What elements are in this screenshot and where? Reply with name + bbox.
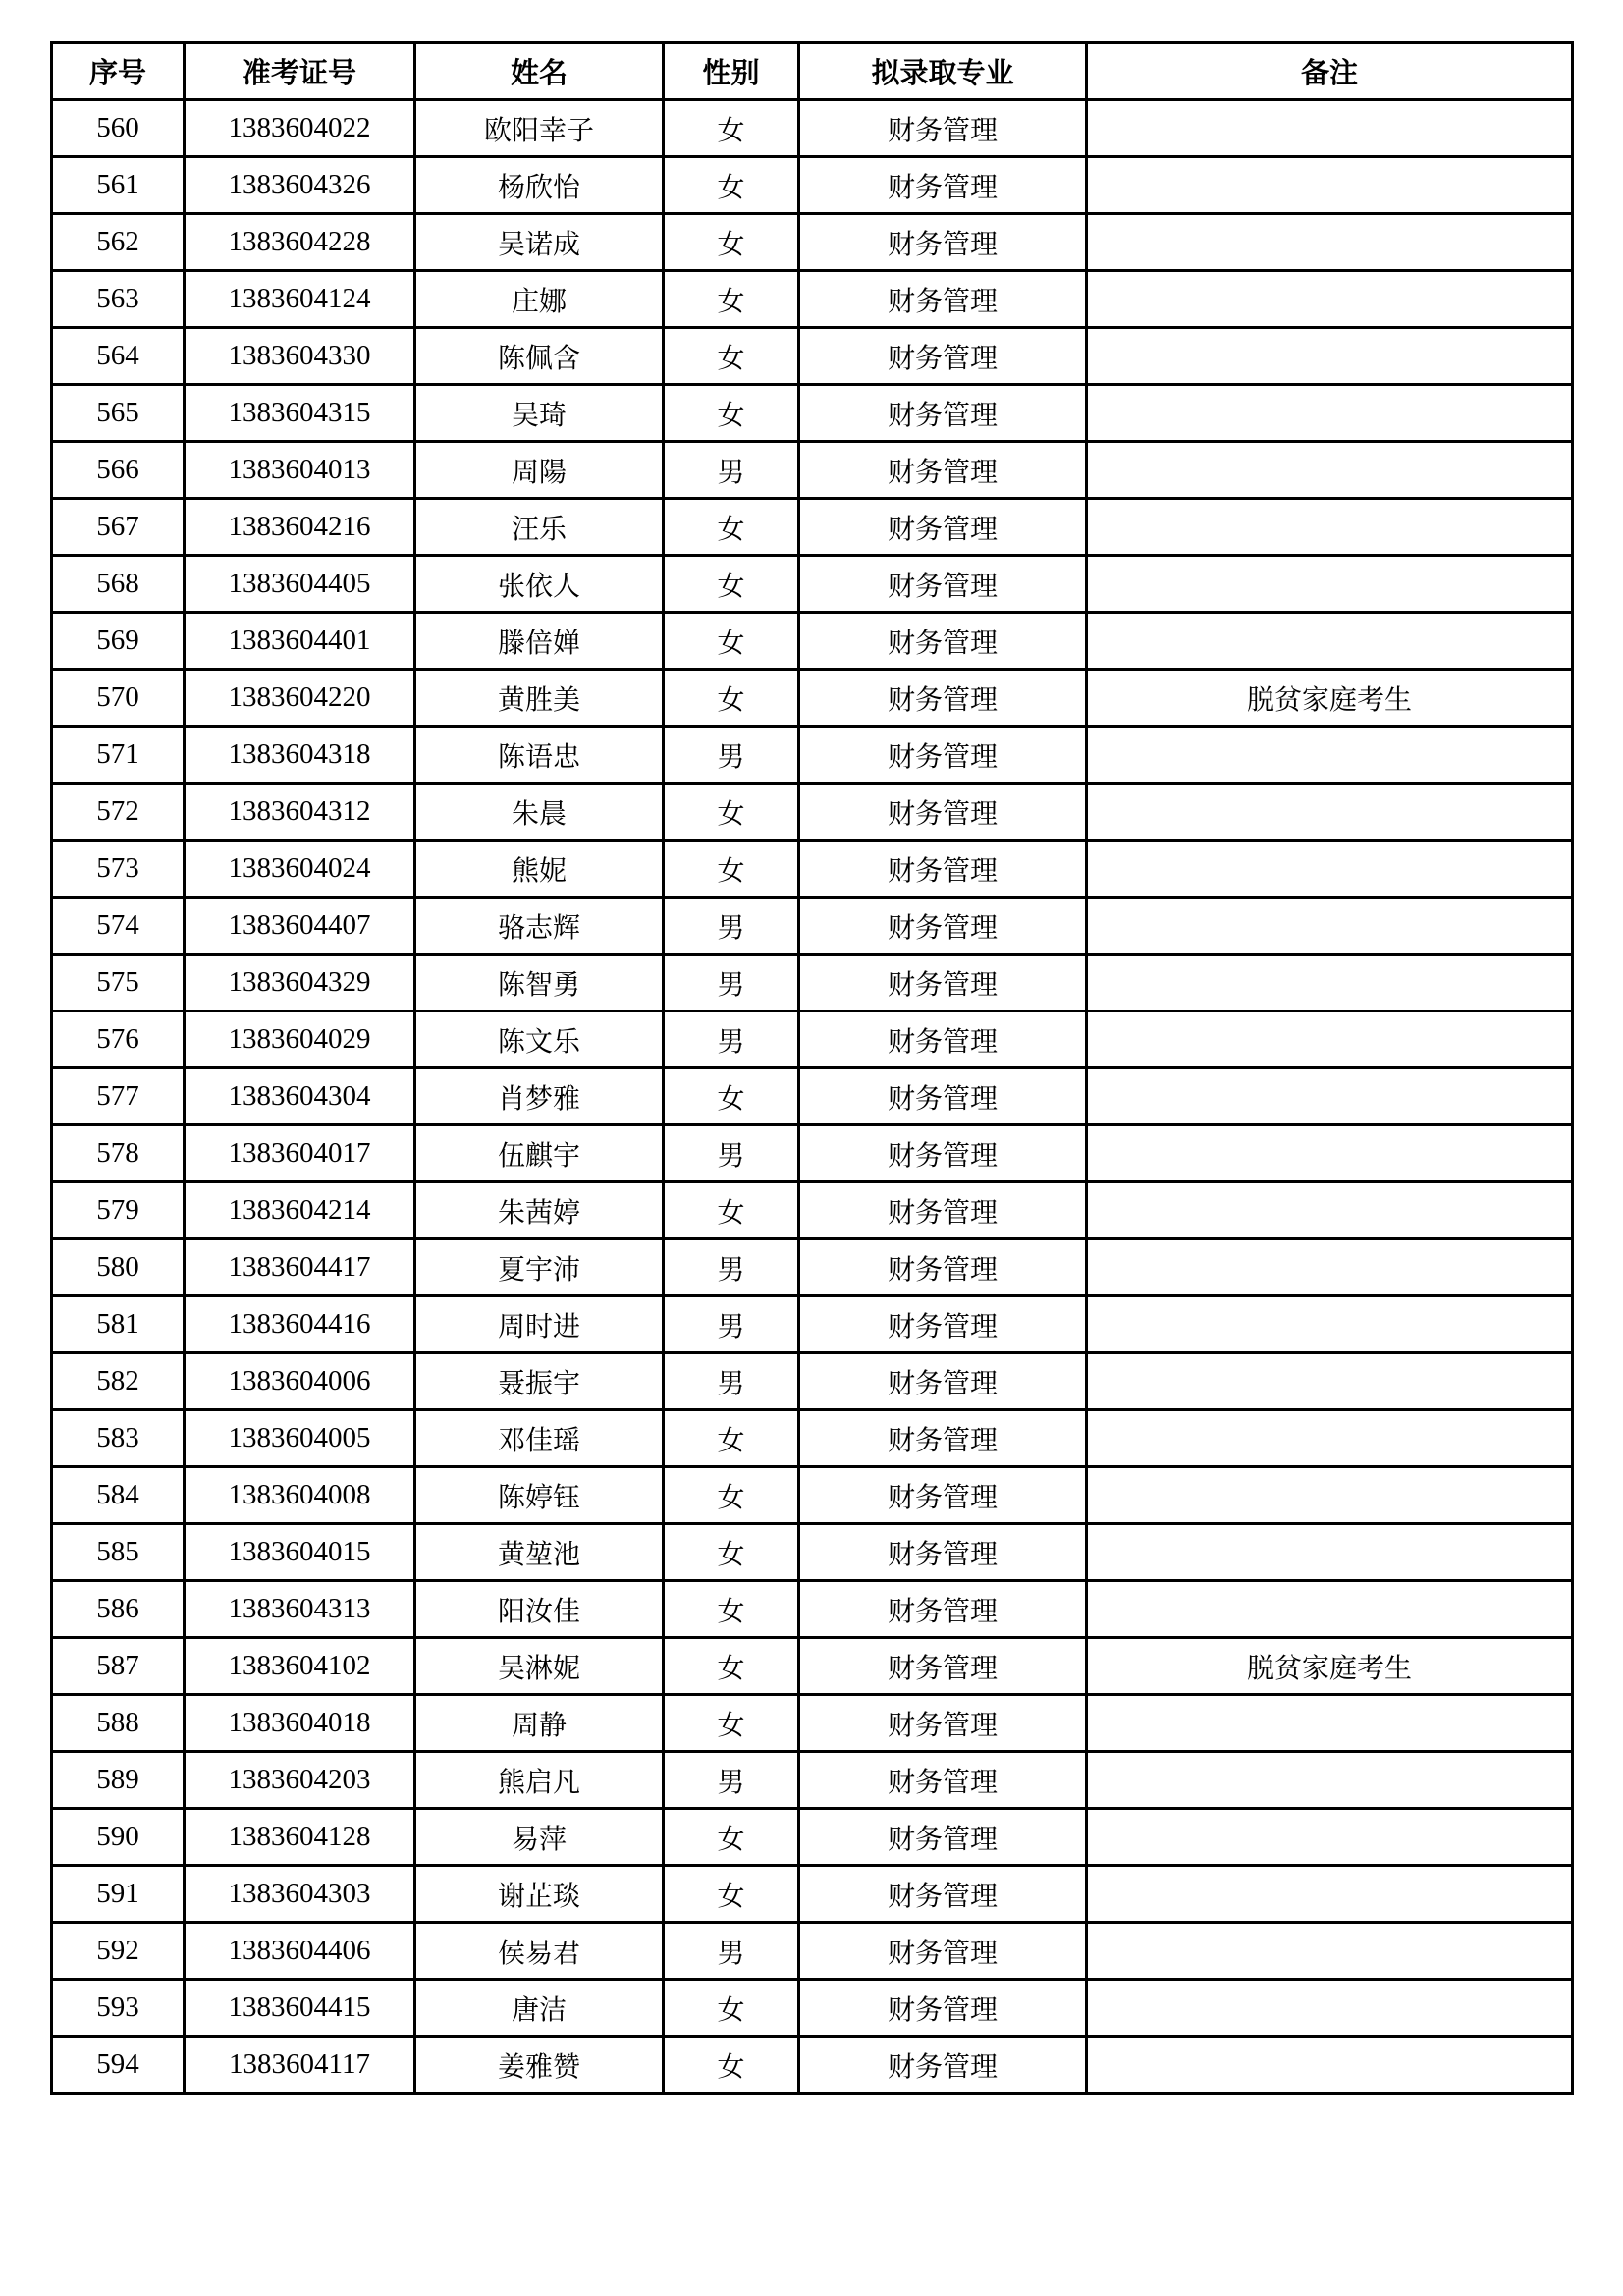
- cell-name: 聂振宇: [415, 1353, 664, 1410]
- cell-major: 财务管理: [799, 1011, 1087, 1068]
- cell-note: [1087, 442, 1573, 499]
- table-row: [52, 955, 1573, 1011]
- cell-name: 杨欣怡: [415, 157, 664, 214]
- cell-seq: 578: [52, 1125, 185, 1182]
- cell-exam-id: 1383604015: [185, 1524, 415, 1581]
- table-row: [52, 100, 1573, 157]
- cell-note: [1087, 1524, 1573, 1581]
- cell-exam-id: 1383604405: [185, 556, 415, 613]
- cell-exam-id: 1383604024: [185, 841, 415, 898]
- cell-note: [1087, 556, 1573, 613]
- table-row: [52, 1752, 1573, 1809]
- cell-gender: 女: [664, 1866, 799, 1923]
- cell-gender: 男: [664, 442, 799, 499]
- cell-gender: 女: [664, 1809, 799, 1866]
- table-row: [52, 328, 1573, 385]
- cell-gender: 女: [664, 214, 799, 271]
- cell-seq: 572: [52, 784, 185, 841]
- cell-seq: 581: [52, 1296, 185, 1353]
- cell-exam-id: 1383604312: [185, 784, 415, 841]
- cell-name: 周静: [415, 1695, 664, 1752]
- cell-major: 财务管理: [799, 1125, 1087, 1182]
- cell-note: [1087, 841, 1573, 898]
- cell-gender: 女: [664, 157, 799, 214]
- cell-exam-id: 1383604220: [185, 670, 415, 727]
- cell-major: 财务管理: [799, 442, 1087, 499]
- cell-gender: 女: [664, 841, 799, 898]
- cell-major: 财务管理: [799, 1524, 1087, 1581]
- cell-gender: 男: [664, 1125, 799, 1182]
- cell-seq: 590: [52, 1809, 185, 1866]
- cell-name: 汪乐: [415, 499, 664, 556]
- cell-name: 周时进: [415, 1296, 664, 1353]
- cell-exam-id: 1383604029: [185, 1011, 415, 1068]
- cell-note: [1087, 1695, 1573, 1752]
- cell-gender: 男: [664, 1011, 799, 1068]
- cell-exam-id: 1383604401: [185, 613, 415, 670]
- cell-note: [1087, 1182, 1573, 1239]
- cell-name: 陈智勇: [415, 955, 664, 1011]
- cell-gender: 女: [664, 1182, 799, 1239]
- cell-name: 吴琦: [415, 385, 664, 442]
- cell-major: 财务管理: [799, 1638, 1087, 1695]
- cell-seq: 592: [52, 1923, 185, 1980]
- cell-exam-id: 1383604329: [185, 955, 415, 1011]
- cell-major: 财务管理: [799, 2037, 1087, 2094]
- cell-exam-id: 1383604102: [185, 1638, 415, 1695]
- cell-exam-id: 1383604406: [185, 1923, 415, 1980]
- cell-exam-id: 1383604326: [185, 157, 415, 214]
- cell-gender: 女: [664, 670, 799, 727]
- cell-gender: 女: [664, 1581, 799, 1638]
- cell-exam-id: 1383604203: [185, 1752, 415, 1809]
- cell-major: 财务管理: [799, 841, 1087, 898]
- cell-note: [1087, 100, 1573, 157]
- cell-gender: 男: [664, 955, 799, 1011]
- header-note: 备注: [1087, 43, 1573, 100]
- cell-note: [1087, 1752, 1573, 1809]
- table-row: [52, 898, 1573, 955]
- cell-note: [1087, 898, 1573, 955]
- cell-major: 财务管理: [799, 328, 1087, 385]
- cell-major: 财务管理: [799, 1809, 1087, 1866]
- cell-gender: 女: [664, 1524, 799, 1581]
- cell-gender: 女: [664, 1980, 799, 2037]
- cell-note: [1087, 955, 1573, 1011]
- cell-note: 脱贫家庭考生: [1087, 670, 1573, 727]
- cell-name: 陈语忠: [415, 727, 664, 784]
- cell-gender: 女: [664, 556, 799, 613]
- cell-gender: 女: [664, 2037, 799, 2094]
- cell-note: [1087, 1923, 1573, 1980]
- cell-seq: 562: [52, 214, 185, 271]
- header-gender: 性别: [664, 43, 799, 100]
- cell-exam-id: 1383604214: [185, 1182, 415, 1239]
- cell-name: 吴淋妮: [415, 1638, 664, 1695]
- cell-note: [1087, 1068, 1573, 1125]
- cell-name: 黄胜美: [415, 670, 664, 727]
- cell-seq: 587: [52, 1638, 185, 1695]
- cell-name: 周陽: [415, 442, 664, 499]
- cell-major: 财务管理: [799, 1296, 1087, 1353]
- cell-name: 滕倍婵: [415, 613, 664, 670]
- cell-exam-id: 1383604006: [185, 1353, 415, 1410]
- cell-major: 财务管理: [799, 1695, 1087, 1752]
- table-body: [52, 100, 1573, 2094]
- table-row: [52, 499, 1573, 556]
- cell-gender: 女: [664, 499, 799, 556]
- cell-seq: 567: [52, 499, 185, 556]
- cell-major: 财务管理: [799, 670, 1087, 727]
- cell-exam-id: 1383604315: [185, 385, 415, 442]
- cell-note: [1087, 1239, 1573, 1296]
- cell-name: 易萍: [415, 1809, 664, 1866]
- cell-note: [1087, 214, 1573, 271]
- cell-major: 财务管理: [799, 1866, 1087, 1923]
- table-row: [52, 1581, 1573, 1638]
- cell-major: 财务管理: [799, 1068, 1087, 1125]
- cell-note: [1087, 1410, 1573, 1467]
- cell-exam-id: 1383604216: [185, 499, 415, 556]
- cell-major: 财务管理: [799, 1239, 1087, 1296]
- table-row: [52, 1239, 1573, 1296]
- header-name: 姓名: [415, 43, 664, 100]
- cell-gender: 女: [664, 1467, 799, 1524]
- cell-exam-id: 1383604330: [185, 328, 415, 385]
- cell-note: [1087, 784, 1573, 841]
- cell-seq: 569: [52, 613, 185, 670]
- table-row: [52, 1524, 1573, 1581]
- cell-seq: 586: [52, 1581, 185, 1638]
- table-row: [52, 157, 1573, 214]
- cell-note: [1087, 727, 1573, 784]
- cell-exam-id: 1383604318: [185, 727, 415, 784]
- cell-name: 陈佩含: [415, 328, 664, 385]
- cell-name: 吴诺成: [415, 214, 664, 271]
- cell-seq: 565: [52, 385, 185, 442]
- table-row: [52, 556, 1573, 613]
- cell-gender: 男: [664, 898, 799, 955]
- cell-note: [1087, 328, 1573, 385]
- cell-name: 熊启凡: [415, 1752, 664, 1809]
- table-row: [52, 1809, 1573, 1866]
- cell-note: [1087, 1011, 1573, 1068]
- cell-gender: 女: [664, 1410, 799, 1467]
- cell-note: [1087, 2037, 1573, 2094]
- table-row: [52, 1182, 1573, 1239]
- cell-name: 庄娜: [415, 271, 664, 328]
- cell-major: 财务管理: [799, 100, 1087, 157]
- cell-name: 肖梦雅: [415, 1068, 664, 1125]
- cell-seq: 575: [52, 955, 185, 1011]
- cell-note: [1087, 1125, 1573, 1182]
- cell-name: 阳汝佳: [415, 1581, 664, 1638]
- cell-major: 财务管理: [799, 1581, 1087, 1638]
- cell-exam-id: 1383604407: [185, 898, 415, 955]
- header-row: [52, 43, 1573, 100]
- cell-note: [1087, 1353, 1573, 1410]
- cell-gender: 女: [664, 271, 799, 328]
- cell-seq: 574: [52, 898, 185, 955]
- cell-name: 侯易君: [415, 1923, 664, 1980]
- cell-major: 财务管理: [799, 955, 1087, 1011]
- cell-gender: 男: [664, 1239, 799, 1296]
- cell-major: 财务管理: [799, 556, 1087, 613]
- cell-gender: 女: [664, 1638, 799, 1695]
- cell-seq: 568: [52, 556, 185, 613]
- cell-seq: 576: [52, 1011, 185, 1068]
- cell-exam-id: 1383604018: [185, 1695, 415, 1752]
- table-row: [52, 1410, 1573, 1467]
- cell-gender: 男: [664, 1923, 799, 1980]
- cell-seq: 580: [52, 1239, 185, 1296]
- cell-note: [1087, 1866, 1573, 1923]
- header-exam-id: 准考证号: [185, 43, 415, 100]
- cell-exam-id: 1383604022: [185, 100, 415, 157]
- cell-major: 财务管理: [799, 613, 1087, 670]
- cell-gender: 女: [664, 613, 799, 670]
- cell-seq: 582: [52, 1353, 185, 1410]
- cell-major: 财务管理: [799, 214, 1087, 271]
- cell-seq: 591: [52, 1866, 185, 1923]
- cell-seq: 560: [52, 100, 185, 157]
- cell-name: 陈婷钰: [415, 1467, 664, 1524]
- cell-exam-id: 1383604228: [185, 214, 415, 271]
- cell-name: 朱茜婷: [415, 1182, 664, 1239]
- cell-seq: 585: [52, 1524, 185, 1581]
- table-row: [52, 1638, 1573, 1695]
- cell-seq: 564: [52, 328, 185, 385]
- cell-gender: 男: [664, 1353, 799, 1410]
- table-row: [52, 385, 1573, 442]
- cell-seq: 584: [52, 1467, 185, 1524]
- cell-major: 财务管理: [799, 1182, 1087, 1239]
- table-row: [52, 1068, 1573, 1125]
- cell-name: 熊妮: [415, 841, 664, 898]
- cell-seq: 566: [52, 442, 185, 499]
- cell-seq: 573: [52, 841, 185, 898]
- cell-name: 陈文乐: [415, 1011, 664, 1068]
- cell-major: 财务管理: [799, 157, 1087, 214]
- cell-major: 财务管理: [799, 1410, 1087, 1467]
- table-row: [52, 442, 1573, 499]
- table-row: [52, 841, 1573, 898]
- table-row: [52, 727, 1573, 784]
- table-row: [52, 613, 1573, 670]
- table-row: [52, 1866, 1573, 1923]
- cell-seq: 563: [52, 271, 185, 328]
- cell-exam-id: 1383604303: [185, 1866, 415, 1923]
- cell-major: 财务管理: [799, 727, 1087, 784]
- cell-note: [1087, 1980, 1573, 2037]
- cell-name: 唐洁: [415, 1980, 664, 2037]
- table-row: [52, 271, 1573, 328]
- table-row: [52, 2037, 1573, 2094]
- cell-note: [1087, 499, 1573, 556]
- cell-note: [1087, 1467, 1573, 1524]
- table-row: [52, 214, 1573, 271]
- cell-major: 财务管理: [799, 499, 1087, 556]
- table-row: [52, 1125, 1573, 1182]
- cell-name: 姜雅赞: [415, 2037, 664, 2094]
- cell-exam-id: 1383604128: [185, 1809, 415, 1866]
- cell-exam-id: 1383604017: [185, 1125, 415, 1182]
- cell-exam-id: 1383604416: [185, 1296, 415, 1353]
- cell-exam-id: 1383604008: [185, 1467, 415, 1524]
- cell-note: [1087, 613, 1573, 670]
- cell-note: [1087, 1296, 1573, 1353]
- cell-gender: 女: [664, 385, 799, 442]
- cell-gender: 女: [664, 100, 799, 157]
- cell-major: 财务管理: [799, 1980, 1087, 2037]
- cell-gender: 女: [664, 784, 799, 841]
- cell-gender: 女: [664, 328, 799, 385]
- cell-seq: 588: [52, 1695, 185, 1752]
- table-row: [52, 1980, 1573, 2037]
- cell-exam-id: 1383604313: [185, 1581, 415, 1638]
- cell-major: 财务管理: [799, 385, 1087, 442]
- cell-note: 脱贫家庭考生: [1087, 1638, 1573, 1695]
- cell-name: 朱晨: [415, 784, 664, 841]
- cell-seq: 583: [52, 1410, 185, 1467]
- cell-gender: 男: [664, 727, 799, 784]
- cell-note: [1087, 385, 1573, 442]
- cell-name: 邓佳瑶: [415, 1410, 664, 1467]
- cell-note: [1087, 1809, 1573, 1866]
- cell-note: [1087, 157, 1573, 214]
- table-row: [52, 1695, 1573, 1752]
- table-row: [52, 784, 1573, 841]
- cell-major: 财务管理: [799, 271, 1087, 328]
- cell-major: 财务管理: [799, 1467, 1087, 1524]
- cell-exam-id: 1383604124: [185, 271, 415, 328]
- header-seq: 序号: [52, 43, 185, 100]
- cell-seq: 571: [52, 727, 185, 784]
- cell-gender: 男: [664, 1752, 799, 1809]
- cell-exam-id: 1383604417: [185, 1239, 415, 1296]
- cell-exam-id: 1383604117: [185, 2037, 415, 2094]
- cell-name: 欧阳幸子: [415, 100, 664, 157]
- cell-seq: 570: [52, 670, 185, 727]
- table-row: [52, 670, 1573, 727]
- table-row: [52, 1923, 1573, 1980]
- cell-seq: 577: [52, 1068, 185, 1125]
- admission-list-table: [50, 41, 1574, 2095]
- cell-exam-id: 1383604304: [185, 1068, 415, 1125]
- cell-gender: 女: [664, 1695, 799, 1752]
- cell-gender: 女: [664, 1068, 799, 1125]
- cell-seq: 579: [52, 1182, 185, 1239]
- cell-seq: 589: [52, 1752, 185, 1809]
- cell-exam-id: 1383604005: [185, 1410, 415, 1467]
- cell-gender: 男: [664, 1296, 799, 1353]
- table-row: [52, 1353, 1573, 1410]
- cell-name: 伍麒宇: [415, 1125, 664, 1182]
- cell-name: 张依人: [415, 556, 664, 613]
- cell-name: 黄堃池: [415, 1524, 664, 1581]
- cell-major: 财务管理: [799, 784, 1087, 841]
- cell-seq: 561: [52, 157, 185, 214]
- cell-major: 财务管理: [799, 1353, 1087, 1410]
- table-row: [52, 1467, 1573, 1524]
- cell-note: [1087, 271, 1573, 328]
- cell-name: 谢芷琰: [415, 1866, 664, 1923]
- header-major: 拟录取专业: [799, 43, 1087, 100]
- cell-note: [1087, 1581, 1573, 1638]
- cell-name: 骆志辉: [415, 898, 664, 955]
- cell-exam-id: 1383604415: [185, 1980, 415, 2037]
- table-row: [52, 1011, 1573, 1068]
- cell-seq: 593: [52, 1980, 185, 2037]
- cell-exam-id: 1383604013: [185, 442, 415, 499]
- cell-seq: 594: [52, 2037, 185, 2094]
- cell-major: 财务管理: [799, 898, 1087, 955]
- cell-major: 财务管理: [799, 1752, 1087, 1809]
- table-header: [52, 43, 1573, 100]
- cell-major: 财务管理: [799, 1923, 1087, 1980]
- cell-name: 夏宇沛: [415, 1239, 664, 1296]
- table-row: [52, 1296, 1573, 1353]
